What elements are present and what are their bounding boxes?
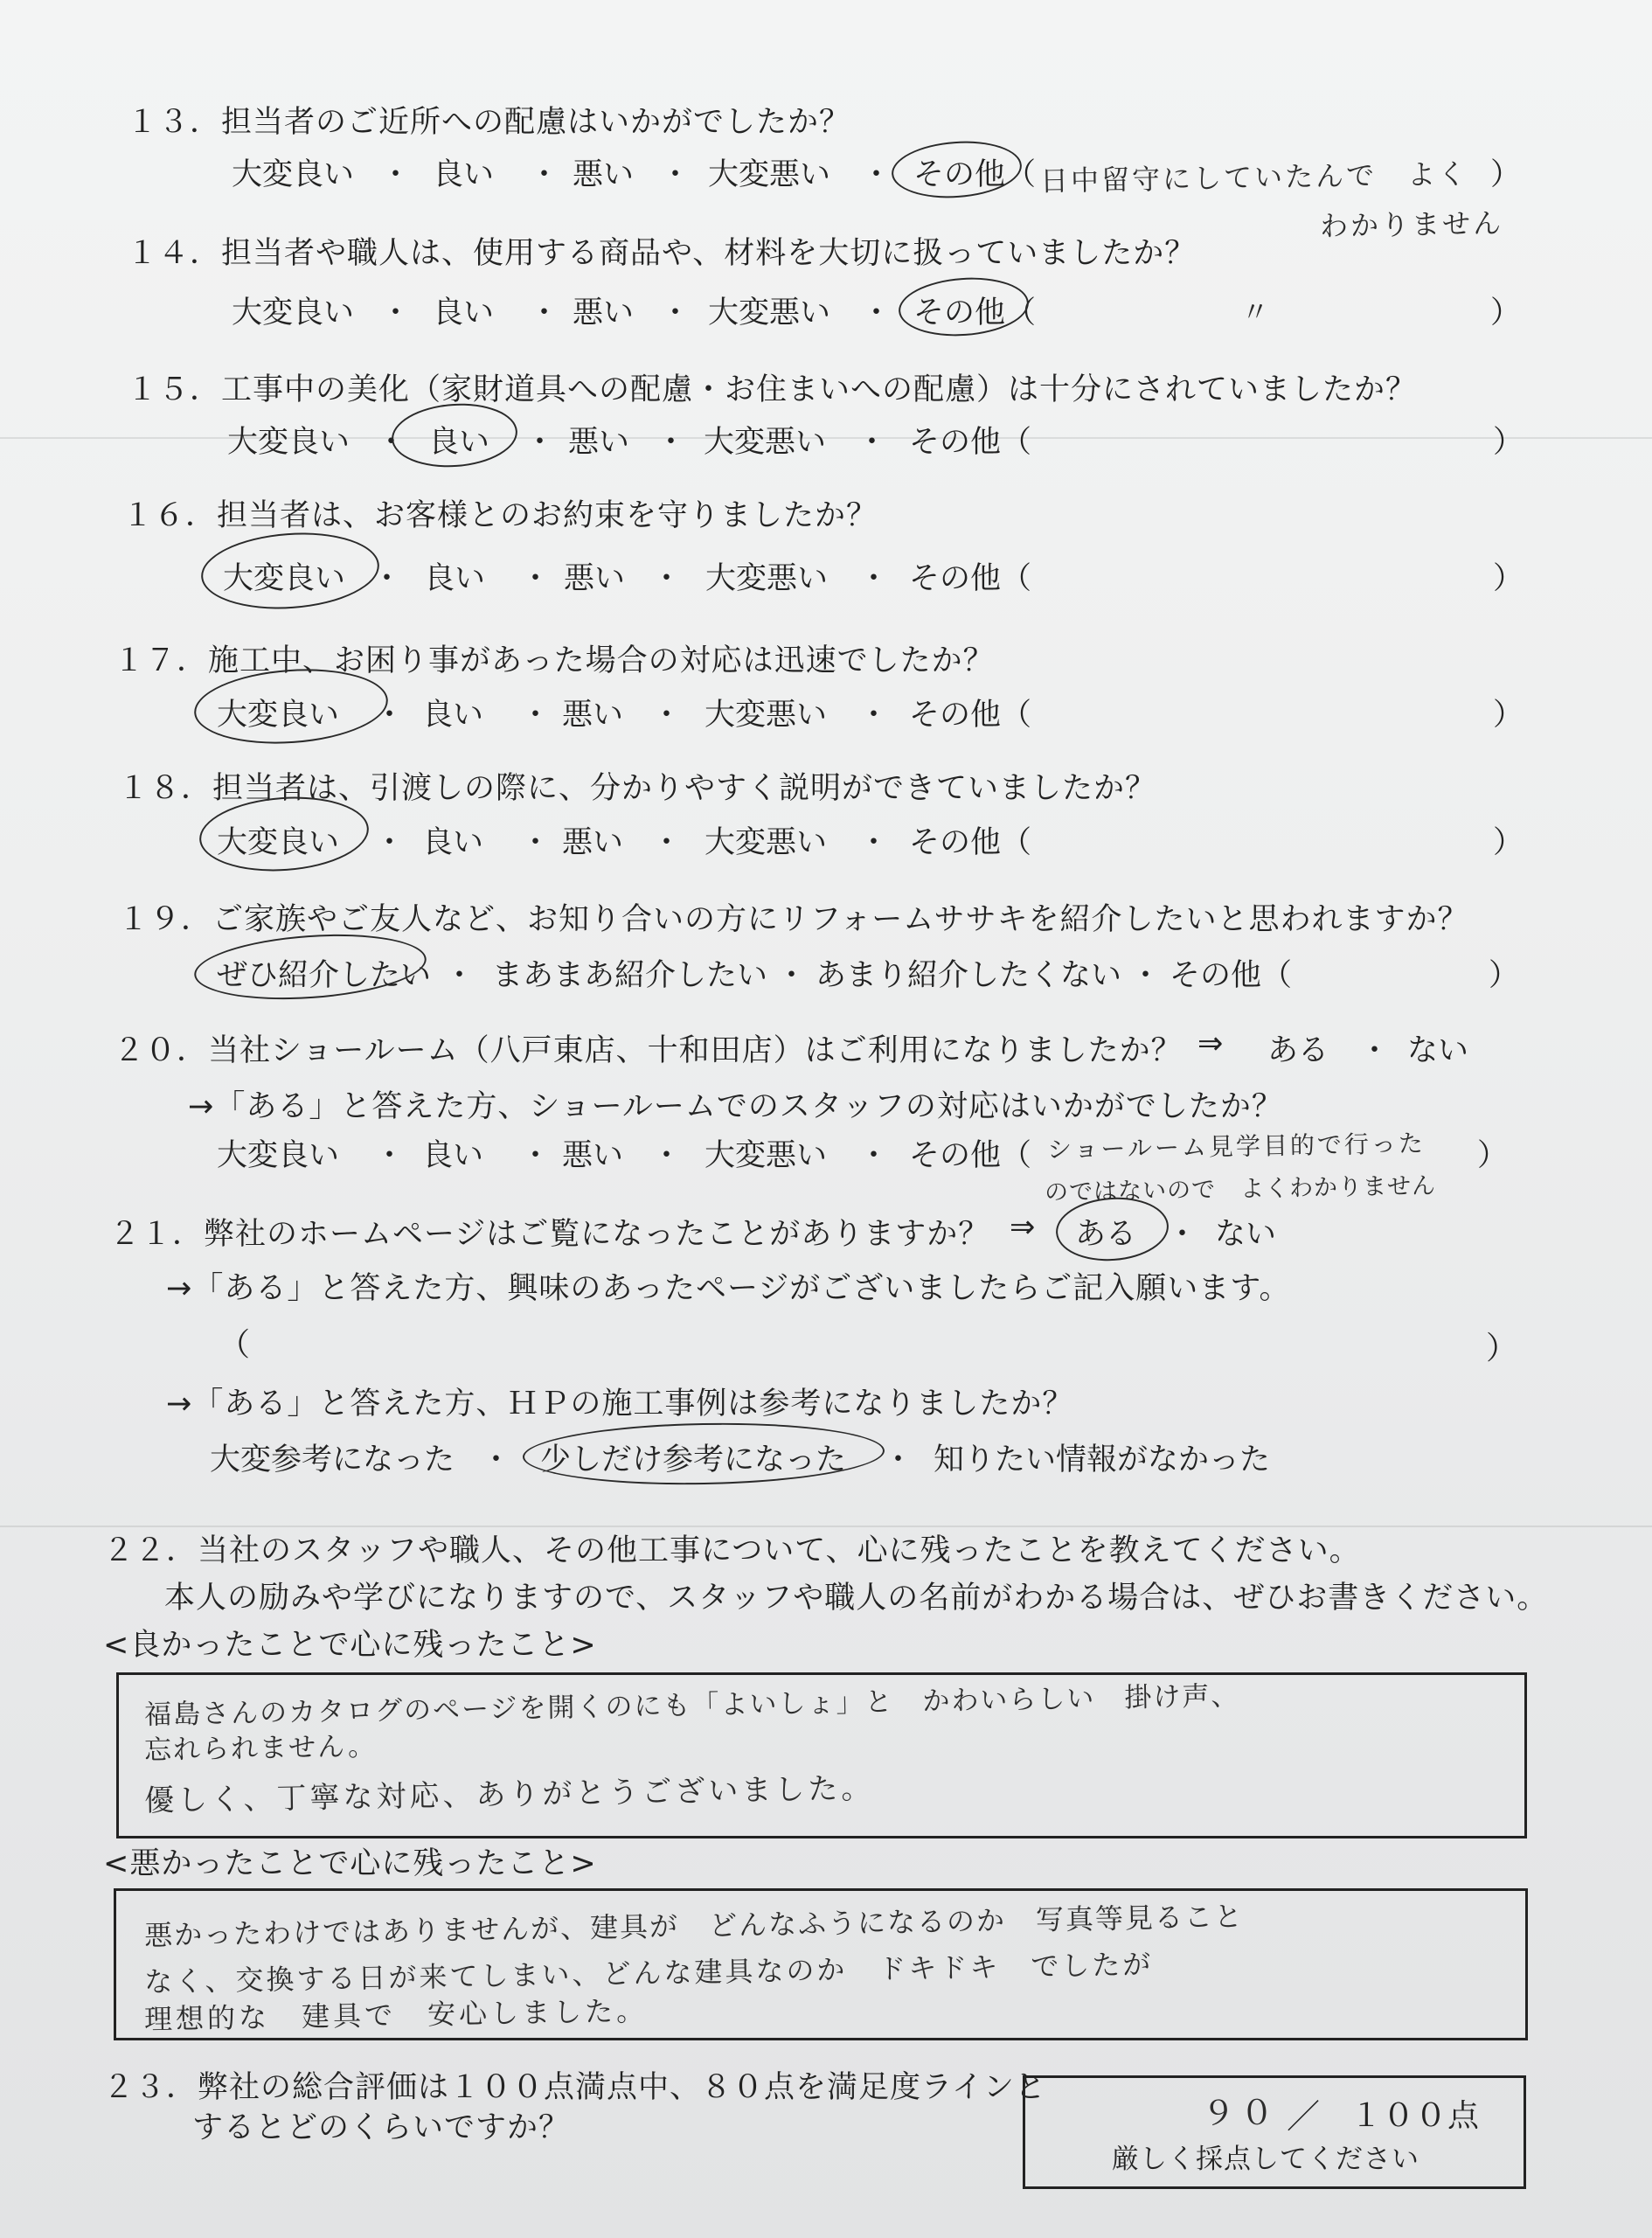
q21-options: 大変参考になった ・ 少しだけ参考になった ・ 知りたい情報がなかった: [210, 1435, 1346, 1479]
arrow-icon: ⇒: [1010, 1210, 1036, 1245]
handwritten-note: わかりません: [1319, 206, 1504, 243]
option-good[interactable]: 良い: [433, 157, 495, 192]
q23-text-2: するとどのくらいですか？: [192, 2110, 571, 2145]
q18-text: １８．担当者は、引渡しの際に、分かりやすく説明ができていましたか？: [118, 771, 1157, 806]
q15-text: １５．工事中の美化（家財道具への配慮・お住まいへの配慮）は十分にされていましたか？: [127, 372, 1418, 407]
q17-text: １７．施工中、お困り事があった場合の対応は迅速でしたか？: [114, 643, 995, 678]
q16-text: １６．担当者は、お客様とのお約束を守りましたか？: [122, 498, 878, 533]
option-good[interactable]: 良い: [422, 698, 484, 733]
score-value[interactable]: ９０: [1201, 2093, 1280, 2133]
q15-options: 大変良い ・ 良い ・ 悪い ・ 大変悪い ・ その他（ ）: [227, 418, 1538, 462]
option-other[interactable]: その他（: [909, 698, 1032, 733]
good-label: <良かったことで心に残ったこと>: [103, 1628, 597, 1663]
q21-sub2: →「ある」と答えた方、ＨＰの施工事例は参考になりましたか？: [166, 1387, 1074, 1421]
option-no[interactable]: ない: [1407, 1033, 1469, 1068]
option-very-good[interactable]: 大変良い: [217, 1138, 340, 1173]
option-very-bad[interactable]: 大変悪い: [705, 561, 829, 596]
q19-text: １９．ご家族やご友人など、お知り合いの方にリフォームササキを紹介したいと思われますか？: [118, 902, 1469, 937]
q13-options: 大変良い ・ 良い ・ 悪い ・ 大変悪い ・ その他（ ）: [232, 150, 1543, 194]
option-very-helpful[interactable]: 大変参考になった: [210, 1442, 455, 1477]
option-not-helpful[interactable]: 知りたい情報がなかった: [934, 1442, 1271, 1477]
option-other[interactable]: その他（: [909, 825, 1032, 860]
option-good[interactable]: 良い: [424, 561, 486, 596]
q20-sub: →「ある」と答えた方、ショールームでのスタッフの対応はいかがでしたか？: [188, 1089, 1283, 1124]
option-other[interactable]: その他（: [909, 561, 1032, 596]
option-bad[interactable]: 悪い: [573, 295, 635, 330]
q21-free-input[interactable]: [253, 1320, 1468, 1362]
handwritten-comment: なく、交換する日が来てしまい、どんな建具なのか ドキドキ でしたが: [143, 1947, 1154, 1999]
option-very-bad[interactable]: 大変悪い: [708, 157, 831, 192]
q16-options: 大変良い ・ 良い ・ 悪い ・ 大変悪い ・ その他（ ）: [223, 554, 1534, 598]
handwritten-note: のではないので よくわかりません: [1044, 1172, 1437, 1206]
handwritten-note: 〃: [1240, 295, 1273, 330]
bad-label: <悪かったことで心に残ったこと>: [103, 1846, 597, 1881]
option-other[interactable]: その他（: [913, 295, 1037, 330]
q22-text: ２２．当社のスタッフや職人、その他工事について、心に残ったことを教えてください。: [103, 1533, 1361, 1568]
score-slash: ／: [1287, 2097, 1322, 2136]
handwritten-comment: 優しく、丁寧な対応、ありがとうございました。: [143, 1770, 875, 1819]
option-very-good[interactable]: 大変良い: [232, 157, 355, 192]
option-bad[interactable]: 悪い: [562, 825, 624, 860]
handwritten-note: 日中留守にしていたんで よく: [1039, 156, 1469, 198]
option-no[interactable]: ない: [1215, 1217, 1277, 1252]
score-hint: 厳しく採点してください: [1112, 2144, 1419, 2175]
q13-text: １３．担当者のご近所への配慮はいかがでしたか？: [127, 105, 851, 140]
q14-options: 大変良い ・ 良い ・ 悪い ・ 大変悪い ・ その他（ ）: [232, 288, 1543, 332]
handwritten-comment: 悪かったわけではありませんが、建具が どんなふうになるのか 写真等見ること: [143, 1900, 1245, 1952]
handwritten-note: ショールーム見学目的で行った: [1046, 1129, 1426, 1164]
option-bad[interactable]: 悪い: [564, 561, 626, 596]
q20-options: 大変良い ・ 良い ・ 悪い ・ 大変悪い ・ その他（ ）: [217, 1131, 1528, 1175]
q22-sub: 本人の励みや学びになりますので、スタッフや職人の名前がわかる場合は、ぜひお書きください。: [164, 1581, 1549, 1616]
option-good[interactable]: 良い: [422, 825, 484, 860]
option-good[interactable]: 良い: [433, 295, 495, 330]
handwritten-comment: 理想的な 建具で 安心しました。: [143, 1993, 649, 2037]
option-very-good[interactable]: 大変良い: [223, 561, 346, 596]
handwritten-comment: 福島さんのカタログのページを開くのにも「よいしょ」と かわいらしい 掛け声、: [143, 1680, 1240, 1731]
option-very-good[interactable]: 大変良い: [217, 698, 340, 733]
q14-text: １４．担当者や職人は、使用する商品や、材料を大切に扱っていましたか？: [127, 236, 1197, 271]
option-somewhat-helpful[interactable]: 少しだけ参考になった: [540, 1442, 847, 1477]
q21-sub1: →「ある」と答えた方、興味のあったページがございましたらご記入願います。: [166, 1271, 1291, 1306]
option-bad[interactable]: 悪い: [573, 157, 635, 192]
q23-text: ２３．弊社の総合評価は１００点満点中、８０点を満足度ラインと: [103, 2070, 1046, 2105]
option-very-bad[interactable]: 大変悪い: [705, 1138, 828, 1173]
option-other[interactable]: その他（: [909, 425, 1032, 460]
arrow-icon: ⇒: [1197, 1026, 1224, 1061]
option-other[interactable]: その他（: [1170, 958, 1293, 993]
option-bad[interactable]: 悪い: [562, 698, 624, 733]
q19-options: ぜひ紹介したい ・ まあまあ紹介したい ・ あまり紹介したくない ・ その他（ ）: [217, 951, 1528, 995]
option-yes[interactable]: ある: [1075, 1217, 1137, 1252]
q18-options: 大変良い ・ 良い ・ 悪い ・ 大変悪い ・ その他（ ）: [217, 818, 1528, 862]
selection-circle: [198, 527, 382, 615]
option-bad[interactable]: 悪い: [562, 1138, 624, 1173]
option-good[interactable]: 良い: [422, 1138, 484, 1173]
option-good[interactable]: 良い: [428, 425, 490, 460]
option-very-good[interactable]: 大変良い: [232, 295, 355, 330]
option-other[interactable]: その他（: [913, 157, 1037, 192]
option-somewhat[interactable]: まあまあ紹介したい: [492, 958, 768, 993]
score-max: １００点: [1350, 2098, 1481, 2134]
option-yes[interactable]: ある: [1267, 1033, 1329, 1068]
q21-text: ２１．弊社のホームページはご覧になったことがありますか？: [109, 1217, 990, 1252]
option-recommend[interactable]: ぜひ紹介したい: [217, 958, 432, 993]
option-very-good[interactable]: 大変良い: [217, 825, 340, 860]
option-very-bad[interactable]: 大変悪い: [704, 425, 827, 460]
handwritten-comment: 忘れられません。: [143, 1730, 378, 1767]
option-not-much[interactable]: あまり紹介したくない: [816, 958, 1122, 993]
q20-text: ２０．当社ショールーム（八戸東店、十和田店）はご利用になりましたか？: [114, 1033, 1183, 1068]
option-very-bad[interactable]: 大変悪い: [708, 295, 831, 330]
option-bad[interactable]: 悪い: [568, 425, 630, 460]
q17-options: 大変良い ・ 良い ・ 悪い ・ 大変悪い ・ その他（ ）: [217, 691, 1528, 734]
option-very-good[interactable]: 大変良い: [227, 425, 351, 460]
option-very-bad[interactable]: 大変悪い: [705, 825, 828, 860]
option-other[interactable]: その他（: [909, 1138, 1032, 1173]
option-very-bad[interactable]: 大変悪い: [705, 698, 828, 733]
